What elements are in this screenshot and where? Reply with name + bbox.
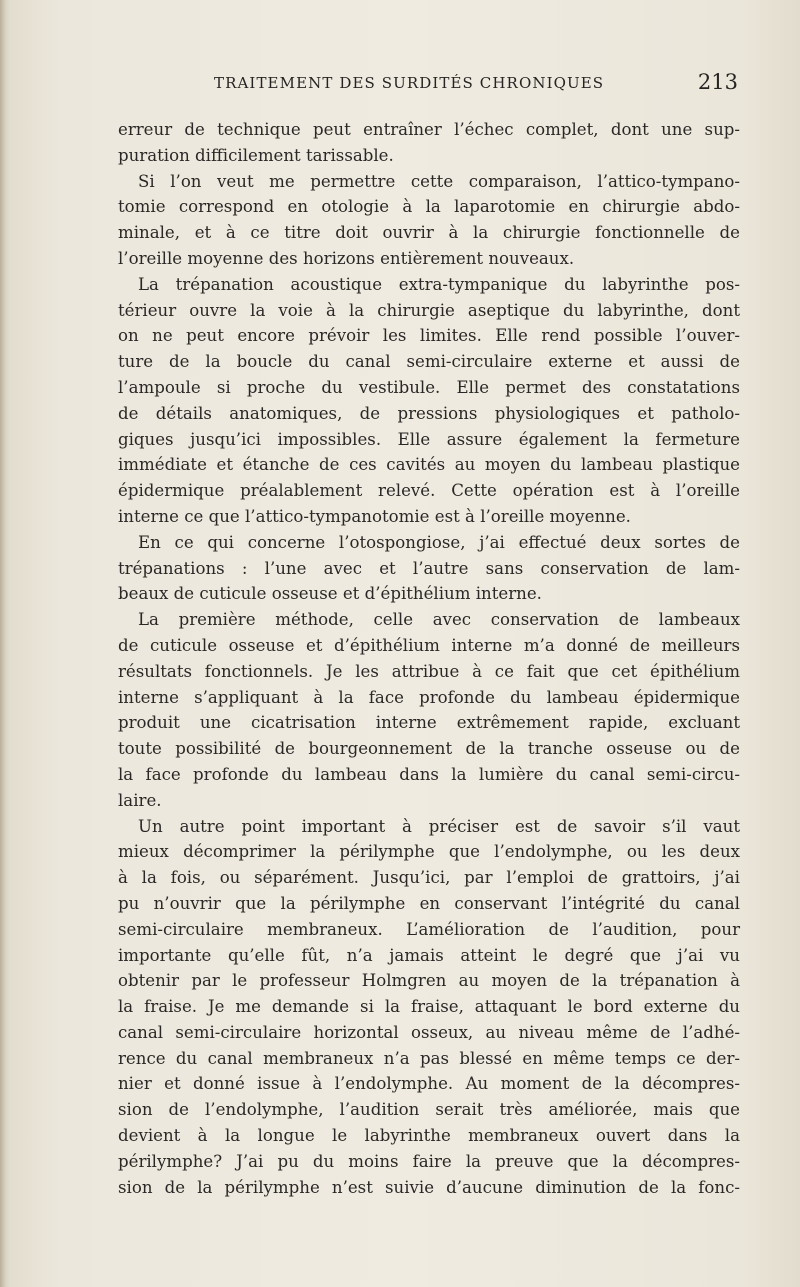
text-line: tomie correspond en otologie à la laparotomie en chirurgie abdo-: [118, 197, 740, 217]
text-line: puration difficilement tarissable.: [118, 145, 394, 165]
text-line: térieur ouvre la voie à la chirurgie aseptique du labyrinthe, dont: [118, 300, 740, 320]
text-line: immédiate et étanche de ces cavités au moyen du lambeau plastique: [118, 455, 740, 475]
text-line: l’oreille moyenne des horizons entièrement nouveaux.: [118, 248, 575, 268]
text-line: devient à la longue le labyrinthe membraneux ouvert dans la: [118, 1126, 740, 1146]
page-gutter-edge: [0, 0, 6, 1287]
text-line: à la fois, ou séparément. Jusqu’ici, par l’emploi de grattoirs, j’ai: [118, 868, 740, 888]
text-line: mieux décomprimer la périlymphe que l’endolymphe, ou les deux: [118, 842, 740, 862]
running-title: TRAITEMENT DES SURDITÉS CHRONIQUES: [214, 74, 605, 92]
text-line: ture de la boucle du canal semi-circulaire externe et aussi de: [118, 352, 740, 372]
text-line: Un autre point important à préciser est de savoir s’il vaut: [138, 816, 740, 836]
text-line: produit une cicatrisation interne extrêmement rapide, excluant: [118, 713, 740, 733]
text-line: nier et donné issue à l’endolymphe. Au moment de la décompres-: [118, 1074, 740, 1094]
text-line: on ne peut encore prévoir les limites. Elle rend possible l’ouver-: [118, 326, 740, 346]
text-line: La première méthode, celle avec conservation de lambeaux: [138, 610, 740, 630]
text-line: semi-circulaire membraneux. L’amélioration de l’audition, pour: [118, 919, 740, 939]
running-header: [118, 70, 740, 98]
text-line: périlymphe? J’ai pu du moins faire la preuve que la décompres-: [118, 1151, 740, 1171]
page-number: 213: [697, 70, 738, 94]
text-line: la face profonde du lambeau dans la lumière du canal semi-circu-: [118, 764, 740, 784]
text-line: rence du canal membraneux n’a pas blessé en même temps ce der-: [118, 1048, 740, 1068]
text-line: Si l’on veut me permettre cette comparaison, l’attico-tympano-: [138, 171, 740, 191]
text-line: canal semi-circulaire horizontal osseux, au niveau même de l’adhé-: [118, 1022, 740, 1042]
text-line: trépanations : l’une avec et l’autre sans conservation de lam-: [118, 558, 740, 578]
text-line: épidermique préalablement relevé. Cette opération est à l’oreille: [118, 481, 740, 501]
text-line: résultats fonctionnels. Je les attribue à ce fait que cet épithélium: [118, 661, 740, 681]
text-line: toute possibilité de bourgeonnement de la tranche osseuse ou de: [118, 739, 740, 759]
text-line: giques jusqu’ici impossibles. Elle assure également la fermeture: [118, 429, 740, 449]
text-line: La trépanation acoustique extra-tympanique du labyrinthe pos-: [138, 274, 740, 294]
text-line: de détails anatomiques, de pressions physiologiques et patholo-: [118, 403, 740, 423]
text-line: laire.: [118, 790, 162, 810]
text-line: importante qu’elle fût, n’a jamais atteint le degré que j’ai vu: [118, 945, 740, 965]
text-line: sion de la périlymphe n’est suivie d’aucune diminution de la fonc-: [118, 1177, 740, 1197]
text-line: minale, et à ce titre doit ouvrir à la chirurgie fonctionnelle de: [118, 223, 740, 243]
text-line: de cuticule osseuse et d’épithélium interne m’a donné de meilleurs: [118, 635, 740, 655]
text-line: l’ampoule si proche du vestibule. Elle permet des constatations: [118, 377, 740, 397]
text-line: sion de l’endolymphe, l’audition serait très améliorée, mais que: [118, 1100, 740, 1120]
text-line: la fraise. Je me demande si la fraise, attaquant le bord externe du: [118, 997, 740, 1017]
body-text: [118, 117, 740, 1200]
text-line: interne s’appliquant à la face profonde du lambeau épidermique: [118, 687, 740, 707]
text-line: pu n’ouvrir que la périlymphe en conservant l’intégrité du canal: [118, 893, 740, 913]
text-line: interne ce que l’attico-tympanotomie est à l’oreille moyenne.: [118, 506, 631, 526]
text-line: En ce qui concerne l’otospongiose, j’ai effectué deux sortes de: [138, 532, 740, 552]
text-line: beaux de cuticule osseuse et d’épithélium interne.: [118, 584, 542, 604]
text-line: erreur de technique peut entraîner l’échec complet, dont une sup-: [118, 120, 740, 139]
text-line: obtenir par le professeur Holmgren au moyen de la trépanation à: [118, 971, 740, 991]
